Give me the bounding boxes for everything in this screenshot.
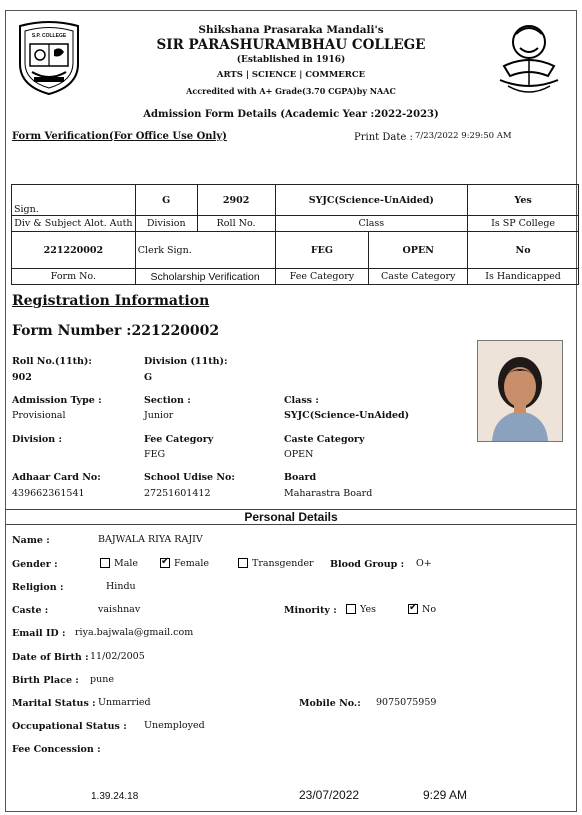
class-value: SYJC(Science-UnAided) [275, 185, 468, 216]
footer-date: 23/07/2022 [299, 788, 360, 802]
minority-no-option[interactable] [408, 604, 436, 615]
is-handicapped-value: No [468, 232, 579, 269]
scholarship-verification-label: Scholarship Verification [135, 269, 275, 285]
college-emblem-right [494, 20, 564, 96]
office-verification-table [11, 184, 579, 285]
dob-value: 11/02/2005 [90, 651, 145, 662]
roll-no-11-label: Roll No.(11th): [12, 356, 92, 367]
birth-place-label: Birth Place : [12, 675, 79, 686]
minority-yes-checkbox[interactable] [346, 604, 356, 614]
fee-category-value-reg: FEG [144, 449, 166, 460]
adhaar-label: Adhaar Card No: [12, 472, 101, 483]
fee-category-value: FEG [275, 232, 369, 269]
gender-male-checkbox[interactable] [100, 558, 110, 568]
student-photo [477, 340, 563, 442]
admission-type-value: Provisional [12, 410, 66, 421]
section-label: Section : [144, 395, 191, 406]
is-handicapped-label: Is Handicapped [468, 269, 579, 285]
division-11-label: Division (11th): [144, 356, 228, 367]
roll-no-11-value: 902 [12, 372, 32, 383]
college-emblem-left [12, 20, 86, 96]
marital-status-label: Marital Status : [12, 698, 96, 709]
office-row-2 [12, 216, 579, 232]
section-value: Junior [144, 410, 174, 421]
gender-male-option[interactable] [100, 558, 138, 569]
minority-no-checkbox[interactable] [408, 604, 418, 614]
gender-male-label: Male [114, 558, 139, 569]
form-verification-label: Form Verification(For Office Use Only) [12, 131, 227, 142]
marital-status-value: Unmarried [98, 697, 151, 708]
minority-yes-option[interactable] [346, 604, 376, 615]
occupational-status-label: Occupational Status : [12, 721, 127, 732]
mobile-label: Mobile No.: [299, 698, 361, 709]
footer-time: 9:29 AM [423, 788, 468, 802]
udise-value: 27251601412 [144, 488, 211, 499]
streams-text: ARTS | SCIENCE | COMMERCE [216, 70, 366, 80]
division-11-value: G [144, 372, 153, 383]
roll-no-label: Roll No. [197, 216, 275, 232]
gender-transgender-label: Transgender [252, 558, 314, 569]
fee-category-label-reg: Fee Category [144, 434, 214, 445]
personal-details-heading: Personal Details [244, 510, 338, 524]
email-label: Email ID : [12, 628, 66, 639]
board-value: Maharastra Board [284, 488, 373, 499]
blood-group-label: Blood Group : [330, 559, 405, 570]
fee-category-label: Fee Category [275, 269, 369, 285]
office-row-4 [12, 269, 579, 285]
established-text: (Established in 1916) [236, 55, 346, 65]
form-number: Form Number :221220002 [12, 323, 220, 339]
division-label-reg: Division : [12, 434, 62, 445]
division-label: Division [135, 216, 197, 232]
religion-label: Religion : [12, 582, 64, 593]
division-value: G [135, 185, 197, 216]
admission-type-label: Admission Type : [12, 395, 102, 406]
personal-divider-bottom [5, 524, 577, 525]
is-sp-college-value: Yes [468, 185, 579, 216]
print-date-value: 7/23/2022 9:29:50 AM [415, 131, 512, 141]
caste-category-value-reg: OPEN [284, 449, 314, 460]
name-label: Name : [12, 535, 50, 546]
blood-group-value: O+ [416, 558, 432, 569]
office-row-1 [12, 185, 579, 216]
left-logo-text: S.P. COLLEGE [31, 33, 67, 39]
caste-category-value: OPEN [369, 232, 468, 269]
roll-no-value: 2902 [197, 185, 275, 216]
board-label: Board [284, 472, 317, 483]
religion-value: Hindu [106, 581, 136, 592]
sign-cell: Sign. [12, 185, 136, 216]
print-date-label: Print Date : [354, 132, 413, 143]
form-title: Admission Form Details (Academic Year :2022-2023) [143, 109, 439, 120]
accreditation-text: Accredited with A+ Grade(3.70 CGPA)by NAAC [186, 86, 396, 96]
caste-category-label: Caste Category [369, 269, 468, 285]
form-no-value: 221220002 [12, 232, 136, 269]
mobile-value: 9075075959 [376, 697, 437, 708]
minority-no-label: No [422, 604, 437, 615]
div-subject-label: Div & Subject Alot. Auth [12, 216, 136, 232]
caste-label: Caste : [12, 605, 49, 616]
class-value-reg: SYJC(Science-UnAided) [284, 410, 410, 421]
udise-label: School Udise No: [144, 472, 235, 483]
dob-label: Date of Birth : [12, 652, 89, 663]
adhaar-value: 439662361541 [12, 488, 85, 499]
college-name: SIR PARASHURAMBHAU COLLEGE [156, 37, 426, 53]
footer-ip: 1.39.24.18 [91, 791, 139, 802]
gender-label: Gender : [12, 559, 58, 570]
registration-heading: Registration Information [12, 293, 210, 309]
caste-category-label-reg: Caste Category [284, 434, 365, 445]
name-value: BAJWALA RIYA RAJIV [98, 534, 203, 545]
occupational-status-value: Unemployed [144, 720, 205, 731]
gender-transgender-option[interactable] [238, 558, 314, 569]
form-no-label: Form No. [12, 269, 136, 285]
caste-value: vaishnav [98, 604, 141, 615]
gender-female-option[interactable] [160, 558, 209, 569]
birth-place-value: pune [90, 674, 114, 685]
gender-female-checkbox[interactable] [160, 558, 170, 568]
class-label-reg: Class : [284, 395, 319, 406]
gender-female-label: Female [174, 558, 210, 569]
fee-concession-label: Fee Concession : [12, 744, 101, 755]
is-sp-college-label: Is SP College [468, 216, 579, 232]
office-row-3 [12, 232, 579, 269]
email-value: riya.bajwala@gmail.com [75, 627, 194, 638]
clerk-sign-cell: Clerk Sign. [135, 232, 275, 269]
gender-transgender-checkbox[interactable] [238, 558, 248, 568]
society-name: Shikshana Prasaraka Mandali's [198, 24, 384, 36]
class-label: Class [275, 216, 468, 232]
minority-yes-label: Yes [360, 604, 376, 615]
minority-label: Minority : [284, 605, 337, 616]
